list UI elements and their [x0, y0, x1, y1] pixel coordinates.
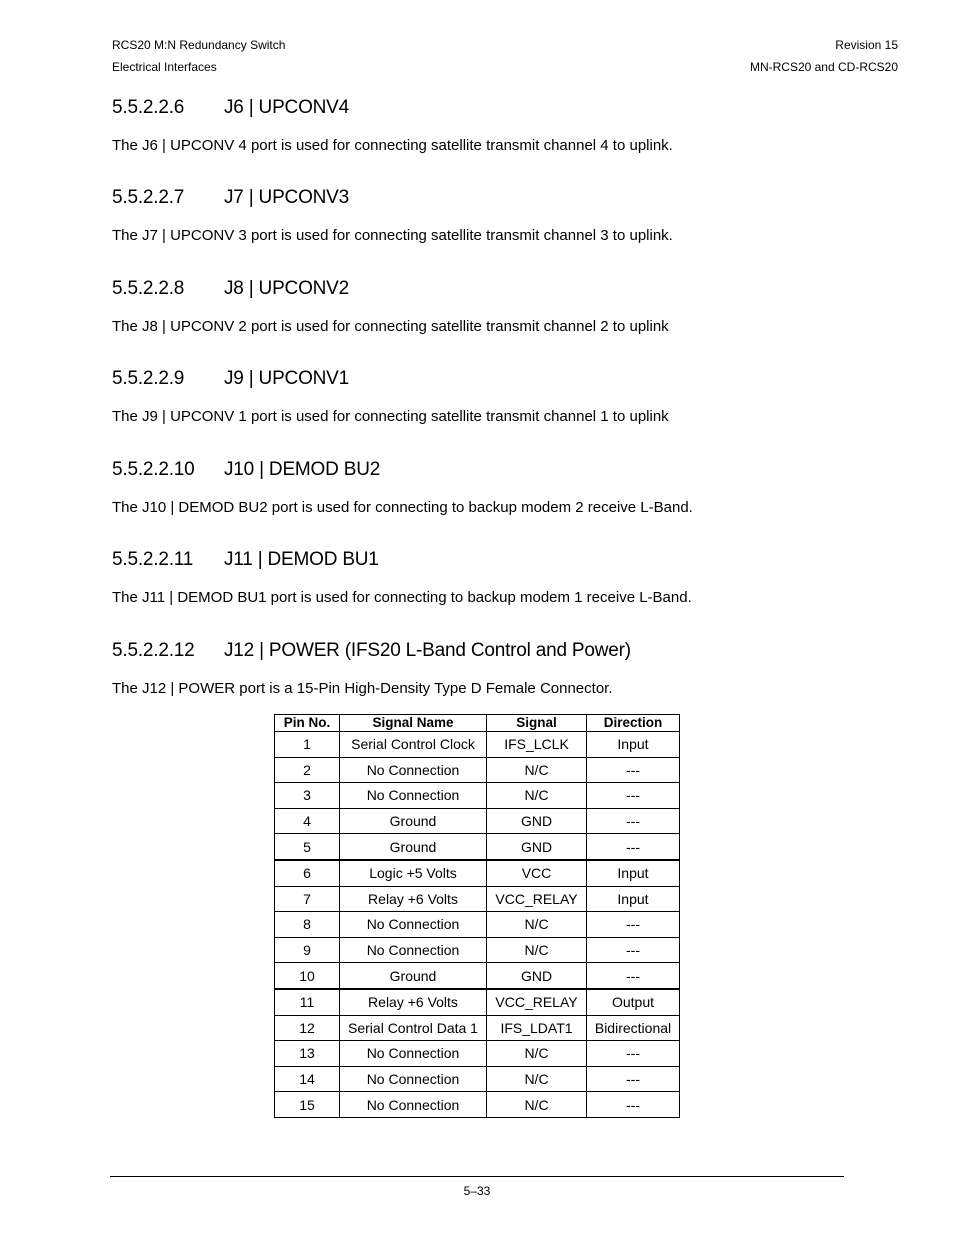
cell-signal-name: Relay +6 Volts [340, 886, 487, 912]
cell-pin-number: 1 [275, 732, 340, 758]
column-header-direction: Direction [587, 715, 680, 732]
section-title: J9 | UPCONV1 [224, 368, 350, 389]
table-row [275, 937, 680, 963]
cell-direction: --- [587, 783, 680, 809]
table-row [275, 912, 680, 938]
section-heading [112, 459, 852, 481]
cell-pin-number: 13 [275, 1041, 340, 1067]
section-number: 5.5.2.2.7 [112, 187, 185, 208]
section-heading [112, 640, 852, 662]
section-title: J11 | DEMOD BU1 [224, 549, 379, 570]
cell-pin-number: 2 [275, 757, 340, 783]
header-revision: Revision 15 [835, 38, 898, 52]
cell-signal-name: Ground [340, 963, 487, 989]
table-row [275, 783, 680, 809]
section-heading [112, 549, 852, 571]
cell-direction: Input [587, 732, 680, 758]
table-row [275, 732, 680, 758]
section-title: J7 | UPCONV3 [224, 187, 350, 208]
pinout-table [274, 714, 680, 1118]
footer-divider [110, 1176, 844, 1177]
cell-signal-name: Serial Control Data 1 [340, 1015, 487, 1041]
cell-direction: --- [587, 1066, 680, 1092]
table-row [275, 834, 680, 860]
section-heading [112, 97, 852, 119]
section-title: J8 | UPCONV2 [224, 278, 350, 299]
cell-direction: --- [587, 834, 680, 860]
cell-pin-number: 15 [275, 1092, 340, 1118]
cell-signal: N/C [487, 937, 587, 963]
cell-direction: --- [587, 1092, 680, 1118]
cell-signal: VCC_RELAY [487, 989, 587, 1015]
table-row [275, 860, 680, 886]
cell-pin-number: 5 [275, 834, 340, 860]
section-number: 5.5.2.2.11 [112, 549, 194, 570]
header-chapter-title: Electrical Interfaces [112, 60, 217, 74]
cell-direction: --- [587, 963, 680, 989]
section-j10 [112, 459, 852, 517]
column-header-signal: Signal [487, 715, 587, 732]
section-heading [112, 368, 852, 390]
cell-signal: N/C [487, 1092, 587, 1118]
table-row [275, 1015, 680, 1041]
cell-pin-number: 4 [275, 808, 340, 834]
section-body: The J11 | DEMOD BU1 port is used for connecting to backup modem 1 receive L-Band. [112, 589, 692, 606]
cell-pin-number: 6 [275, 860, 340, 886]
cell-signal: N/C [487, 912, 587, 938]
section-number: 5.5.2.2.6 [112, 97, 185, 118]
page-number: 5–33 [463, 1184, 491, 1198]
cell-signal: VCC_RELAY [487, 886, 587, 912]
section-number: 5.5.2.2.8 [112, 278, 185, 299]
section-title: J6 | UPCONV4 [224, 97, 350, 118]
section-j12 [112, 640, 852, 698]
cell-signal: VCC [487, 860, 587, 886]
cell-signal: GND [487, 963, 587, 989]
section-j8 [112, 278, 852, 336]
cell-direction: Output [587, 989, 680, 1015]
section-heading [112, 278, 852, 300]
cell-direction: Bidirectional [587, 1015, 680, 1041]
table-row [275, 989, 680, 1015]
table-row [275, 808, 680, 834]
cell-direction: --- [587, 808, 680, 834]
cell-signal-name: Logic +5 Volts [340, 860, 487, 886]
cell-signal-name: Serial Control Clock [340, 732, 487, 758]
cell-pin-number: 9 [275, 937, 340, 963]
cell-signal-name: No Connection [340, 912, 487, 938]
section-j11 [112, 549, 852, 607]
section-j7 [112, 187, 852, 245]
cell-signal: N/C [487, 757, 587, 783]
cell-signal-name: Ground [340, 808, 487, 834]
section-body: The J6 | UPCONV 4 port is used for connecting satellite transmit channel 4 to uplink. [112, 137, 673, 154]
section-title: J10 | DEMOD BU2 [224, 459, 381, 480]
cell-direction: Input [587, 860, 680, 886]
section-heading [112, 187, 852, 209]
table-row [275, 1041, 680, 1067]
section-body: The J9 | UPCONV 1 port is used for connecting satellite transmit channel 1 to uplink [112, 408, 669, 425]
cell-pin-number: 12 [275, 1015, 340, 1041]
table-row [275, 963, 680, 989]
cell-direction: Input [587, 886, 680, 912]
section-number: 5.5.2.2.9 [112, 368, 185, 389]
section-title: J12 | POWER (IFS20 L-Band Control and Power) [224, 640, 631, 661]
cell-signal-name: No Connection [340, 937, 487, 963]
cell-signal: GND [487, 834, 587, 860]
header-document-title: RCS20 M:N Redundancy Switch [112, 38, 286, 52]
cell-signal-name: No Connection [340, 1092, 487, 1118]
cell-signal: N/C [487, 1041, 587, 1067]
cell-signal-name: No Connection [340, 757, 487, 783]
cell-signal-name: No Connection [340, 783, 487, 809]
cell-pin-number: 8 [275, 912, 340, 938]
cell-pin-number: 11 [275, 989, 340, 1015]
cell-signal: IFS_LCLK [487, 732, 587, 758]
cell-signal-name: No Connection [340, 1041, 487, 1067]
cell-signal-name: No Connection [340, 1066, 487, 1092]
cell-direction: --- [587, 1041, 680, 1067]
section-j6 [112, 97, 852, 155]
cell-signal: N/C [487, 783, 587, 809]
header-document-number: MN-RCS20 and CD-RCS20 [749, 60, 898, 74]
cell-signal: N/C [487, 1066, 587, 1092]
cell-signal: GND [487, 808, 587, 834]
cell-signal: IFS_LDAT1 [487, 1015, 587, 1041]
cell-pin-number: 7 [275, 886, 340, 912]
section-j9 [112, 368, 852, 426]
table-row [275, 1092, 680, 1118]
cell-direction: --- [587, 757, 680, 783]
cell-signal-name: Ground [340, 834, 487, 860]
section-number: 5.5.2.2.10 [112, 459, 195, 480]
table-row [275, 757, 680, 783]
column-header-pin: Pin No. [275, 715, 340, 732]
section-body: The J12 | POWER port is a 15-Pin High-Density Type D Female Connector. [112, 680, 613, 697]
section-body: The J10 | DEMOD BU2 port is used for connecting to backup modem 2 receive L-Band. [112, 499, 693, 516]
cell-direction: --- [587, 912, 680, 938]
cell-direction: --- [587, 937, 680, 963]
table-row [275, 1066, 680, 1092]
column-header-signal-name: Signal Name [340, 715, 487, 732]
cell-pin-number: 10 [275, 963, 340, 989]
table-header-row [275, 715, 680, 732]
section-body: The J7 | UPCONV 3 port is used for connecting satellite transmit channel 3 to uplink. [112, 227, 673, 244]
section-body: The J8 | UPCONV 2 port is used for connecting satellite transmit channel 2 to uplink [112, 318, 669, 335]
cell-signal-name: Relay +6 Volts [340, 989, 487, 1015]
table-row [275, 886, 680, 912]
cell-pin-number: 3 [275, 783, 340, 809]
cell-pin-number: 14 [275, 1066, 340, 1092]
section-number: 5.5.2.2.12 [112, 640, 195, 661]
